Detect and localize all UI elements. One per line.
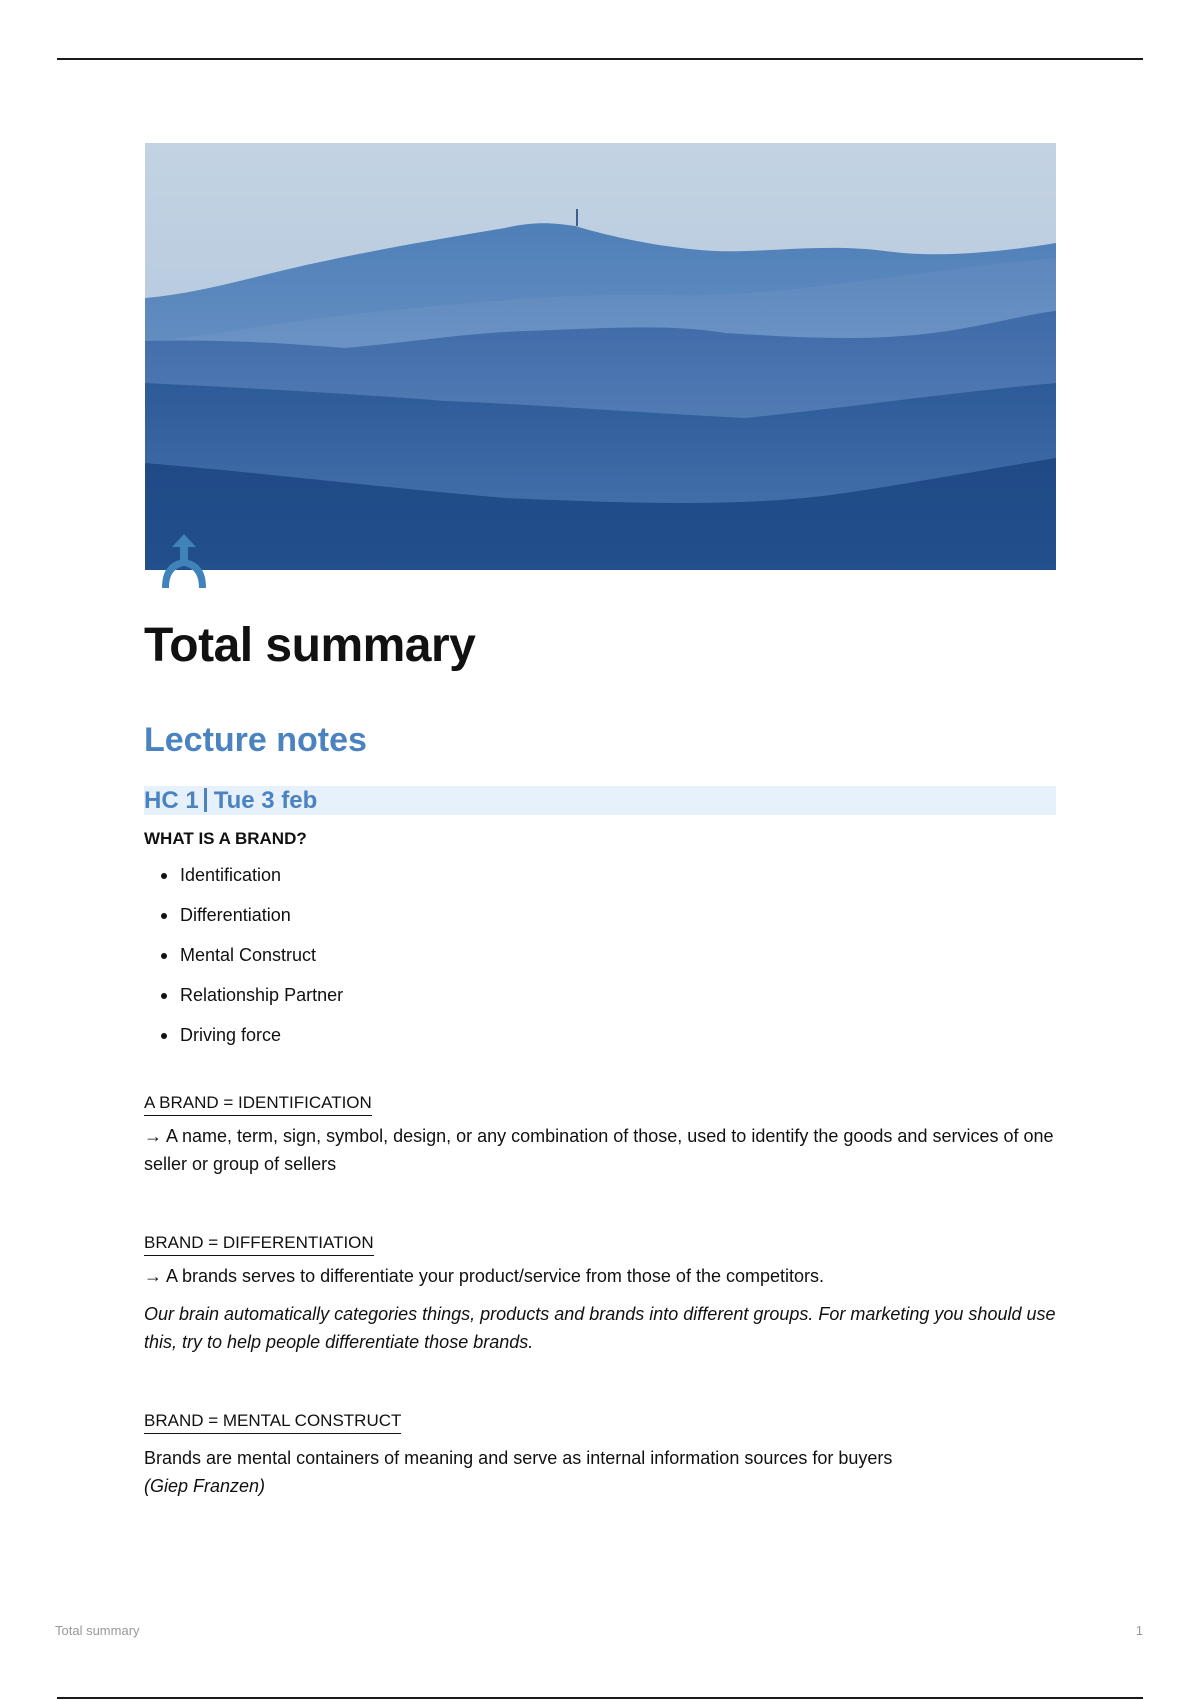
list-item: Identification: [160, 863, 1056, 887]
list-item: Driving force: [160, 1023, 1056, 1047]
footer-title: Total summary: [55, 1623, 140, 1638]
section-text: Brands are mental containers of meaning and serve as internal information sources for buyers: [144, 1448, 893, 1468]
heading-lecture-notes: Lecture notes: [144, 721, 367, 759]
document-body: [144, 612, 1056, 1500]
section-mental-construct: [144, 1410, 1056, 1500]
citation: (Giep Franzen): [144, 1476, 266, 1496]
heading-hc1-right: Tue 3 feb: [213, 787, 318, 814]
section-text-block: [144, 1444, 1056, 1500]
section-label: BRAND = MENTAL CONSTRUCT: [144, 1410, 401, 1434]
merge-arrow-icon: [158, 530, 210, 592]
section-label: A BRAND = IDENTIFICATION: [144, 1092, 372, 1116]
heading-hc1: [144, 786, 1056, 815]
section-note: Our brain automatically categories things, products and brands into different groups. For marketing you should use this, try to help people differentiate those brands.: [144, 1304, 1056, 1352]
heading-hc1-left: HC 1: [144, 787, 199, 814]
bullet-list: [144, 863, 1056, 1047]
section-identification: [144, 1092, 1056, 1178]
top-rule: [57, 58, 1143, 60]
page-title: Total summary: [144, 619, 476, 672]
list-item: Relationship Partner: [160, 983, 1056, 1007]
section-differentiation: [144, 1232, 1056, 1356]
section-text: → A name, term, sign, symbol, design, or any combination of those, used to identify the goods and services of one seller or group of sellers: [144, 1126, 1054, 1174]
list-item: Differentiation: [160, 903, 1056, 927]
footer-page-number: 1: [1135, 1623, 1143, 1638]
cover-image: [145, 143, 1056, 570]
bottom-rule: [57, 1697, 1143, 1699]
section-label: BRAND = DIFFERENTIATION: [144, 1232, 374, 1256]
heading-divider: [204, 788, 207, 812]
subheading-what-is-a-brand: WHAT IS A BRAND?: [144, 829, 307, 848]
mountain-landscape-image: [145, 143, 1056, 570]
list-item: Mental Construct: [160, 943, 1056, 967]
section-text: → A brands serves to differentiate your product/service from those of the competitors.: [144, 1266, 825, 1286]
